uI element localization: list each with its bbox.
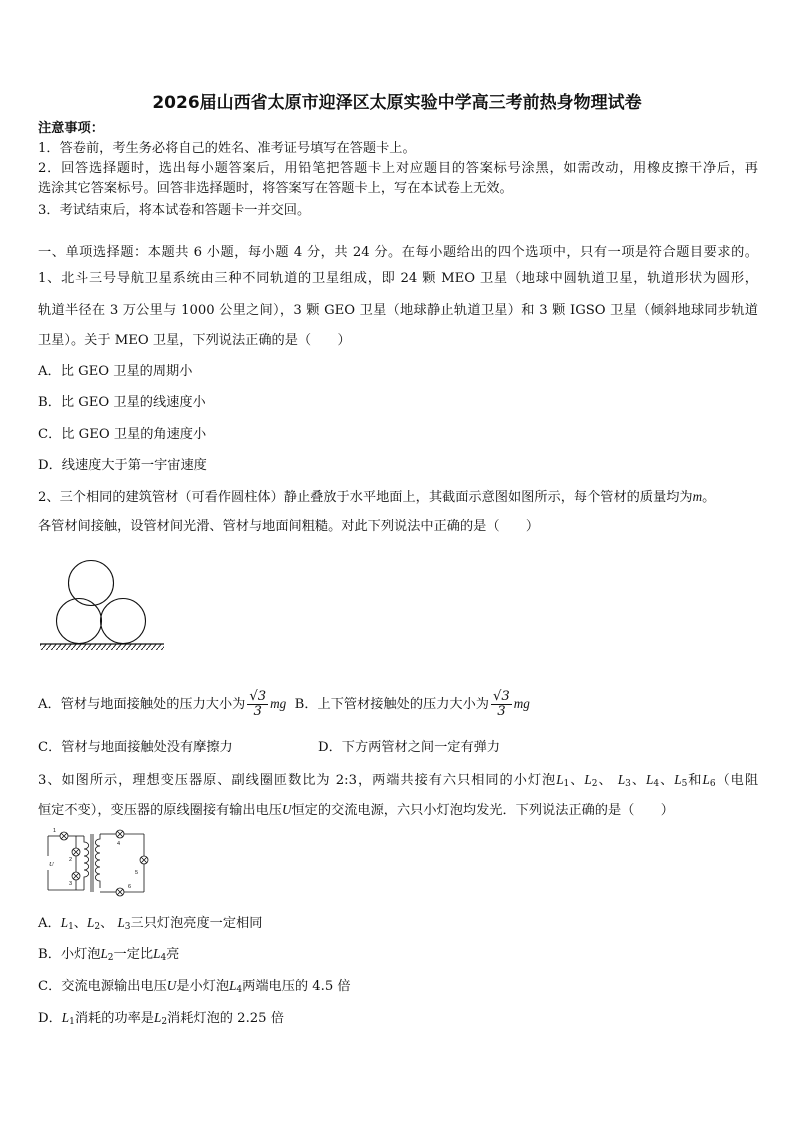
- q1-stem-line-2: 轨道半径在 3 万公里与 1000 公里之间），3 颗 GEO 卫星（地球静止轨道卫星）和 3 颗 IGSO 卫星（倾斜地球同步轨道: [38, 303, 758, 318]
- pipe-bottom-right: [101, 599, 146, 644]
- lamp-4-icon: [116, 830, 124, 838]
- q2-stem-line-2: 各管材间接触，设管材间光滑、管材与地面间粗糙。对此下列说法中正确的是（ ）: [38, 519, 540, 534]
- q2-option-d: D．下方两管材之间一定有弹力: [318, 740, 501, 755]
- exam-title: 2026届山西省太原市迎泽区太原实验中学高三考前热身物理试卷: [152, 93, 642, 113]
- notice-item-2: 2．回答选择题时，选出每小题答案后，用铅笔把答题卡上对应题目的答案标号涂黑，如需改动，用橡皮擦干净后，再: [38, 161, 758, 176]
- transformer-circuit-figure: [40, 828, 152, 898]
- fig-label-2: 2: [69, 857, 73, 863]
- notice-item-1: 1．答卷前，考生务必将自己的姓名、准考证号填写在答题卡上。: [38, 141, 416, 156]
- notice-item-2-cont: 选涂其它答案标号。回答非选择题时，将答案写在答题卡上，写在本试卷上无效。: [38, 181, 513, 196]
- fraction-sqrt3-over-3-b: $\frac{√3}{3}$: [492, 689, 510, 719]
- q3-option-b: B．小灯泡$L_2$一定比$L_4$亮: [38, 946, 180, 963]
- notice-item-3: 3．考试结束后，将本试卷和答题卡一并交回。: [38, 203, 311, 218]
- section-heading: 一、单项选择题：本题共 6 小题，每小题 4 分，共 24 分。在每小题给出的四个选项中，只有一项是符合题目要求的。: [38, 245, 758, 260]
- lamp-5-icon: [140, 856, 148, 864]
- lamp-6-icon: [116, 888, 124, 896]
- q1-option-a: A．比 GEO 卫星的周期小: [38, 364, 193, 379]
- mass-symbol: m: [692, 489, 703, 504]
- ground-hatch: [40, 644, 164, 650]
- q3-option-c: C．交流电源输出电压U是小灯泡$L_4$两端电压的 4.5 倍: [38, 978, 351, 995]
- fig-label-4: 4: [117, 841, 121, 847]
- q2-option-c: C．管材与地面接触处没有摩擦力: [38, 740, 233, 755]
- q1-stem-line-3: 卫星）。关于 MEO 卫星，下列说法正确的是（ ）: [38, 333, 351, 348]
- fig-label-1: 1: [53, 828, 57, 834]
- q2-options-ab: A．管材与地面接触处的压力大小为 $\frac{√3}{3}$ mg B．上下管材接触处的压力大小为 $\frac{√3}{3}$ mg: [38, 689, 530, 719]
- pipe-bottom-left: [57, 599, 102, 644]
- stacked-pipes-figure: [38, 552, 166, 652]
- q3-stem-line-1: 3、如图所示，理想变压器原、副线圈匝数比为 2:3，两端共接有六只相同的小灯泡$L_1$、$L_2$、 $L_3$、$L_4$、$L_5$和$L_6$（电阻: [38, 772, 759, 789]
- fig-label-6: 6: [128, 884, 132, 890]
- q3-option-a: A．$L_1$、$L_2$、 $L_3$三只灯泡亮度一定相同: [38, 915, 263, 932]
- q1-stem-line-1: 1、北斗三号导航卫星系统由三种不同轨道的卫星组成，即 24 颗 MEO 卫星（地球中圆轨道卫星，轨道形状为圆形，: [38, 271, 758, 286]
- fig-label-3: 3: [69, 881, 73, 887]
- lamp-2-icon: [72, 848, 80, 856]
- q1-option-b: B．比 GEO 卫星的线速度小: [38, 395, 206, 410]
- q1-option-c: C．比 GEO 卫星的角速度小: [38, 427, 207, 442]
- q1-option-d: D．线速度大于第一宇宙速度: [38, 458, 207, 473]
- q2-stem-line-1: 2、三个相同的建筑管材（可看作圆柱体）静止叠放于水平地面上，其截面示意图如图所示，每个管材的质量均为m。: [38, 489, 716, 505]
- lamp-3-icon: [72, 872, 80, 880]
- fraction-sqrt3-over-3: $\frac{√3}{3}$: [249, 689, 267, 719]
- q3-stem-line-2: 恒定不变），变压器的原线圈接有输出电压U恒定的交流电源，六只小灯泡均发光．下列说法正确的是（ ）: [38, 802, 674, 818]
- fig-label-U: U: [49, 861, 54, 868]
- notice-heading: 注意事项：: [38, 121, 104, 136]
- lamp-1-icon: [60, 832, 68, 840]
- fig-label-5: 5: [135, 870, 139, 876]
- q3-option-d: D．$L_1$消耗的功率是$L_2$消耗灯泡的 2.25 倍: [38, 1010, 284, 1027]
